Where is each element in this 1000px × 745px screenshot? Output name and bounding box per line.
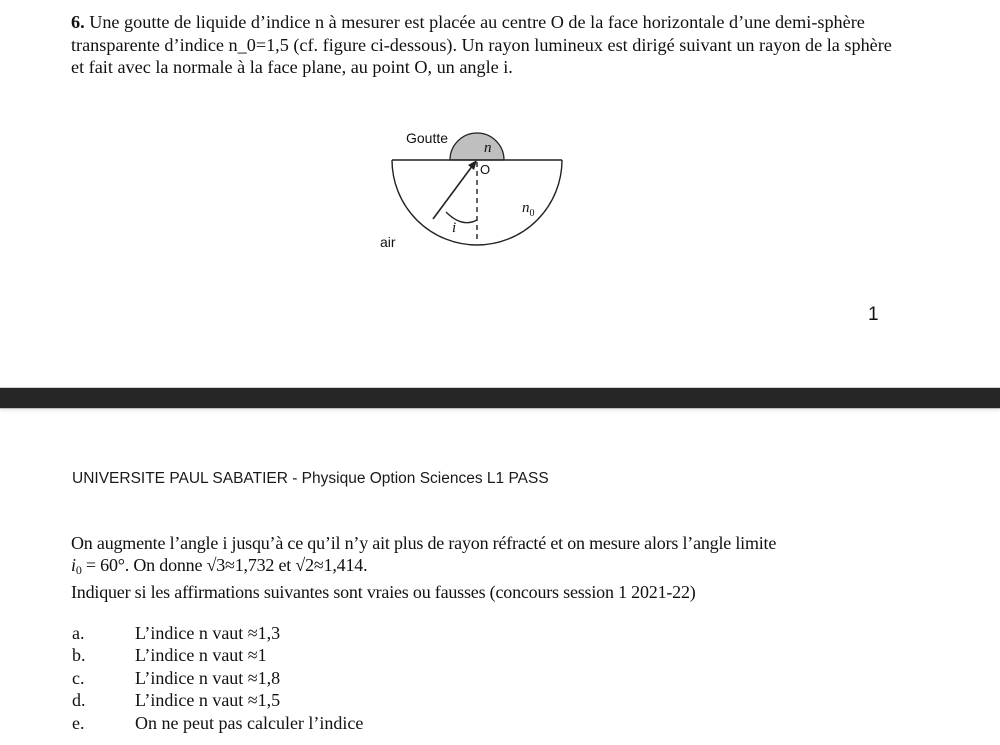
hemisphere-figure <box>370 122 580 262</box>
page-separator <box>0 387 1000 409</box>
label-origin: O <box>480 162 491 177</box>
option-e: e. On ne peut pas calculer l’indice <box>72 712 364 733</box>
option-c: c. L’indice n vaut ≈1,8 <box>72 667 281 688</box>
label-air: air <box>380 234 396 250</box>
label-n0: $n_0$ <box>522 200 535 219</box>
label-angle-i: i <box>452 220 457 236</box>
instruction-line-2: $i_0 = 60^\circ$. On donne √3≈1,732 et √2≈1,414. <box>71 555 368 577</box>
question-paragraph <box>71 11 901 79</box>
label-goutte: Goutte <box>406 130 449 146</box>
answer-options <box>72 622 363 734</box>
option-d: d. L’indice n vaut ≈1,5 <box>72 690 281 711</box>
question-number: 6. <box>71 12 85 32</box>
hemisphere-diagram-icon <box>370 122 580 262</box>
page-number: 1 <box>868 304 879 325</box>
option-a: a. L’indice n vaut ≈1,3 <box>72 623 281 643</box>
question-text: Une goutte de liquide d’indice n à mesurer est placée au centre O de la face horizontale d’une demi-sphère transparente d’indice n_0=1,5 (cf. figure ci-dessous). Un rayon lumineux est dirigé suivant un rayon de la sphère et fait avec la normale à la face plane, au point O, un angle i. <box>71 12 892 77</box>
instruction-line-1: On augmente l’angle i jusqu’à ce qu’il n’y ait plus de rayon réfracté et on mesure alors l’angle limite <box>71 533 777 553</box>
document-header: UNIVERSITE PAUL SABATIER - Physique Option Sciences L1 PASS <box>72 470 549 487</box>
option-b: b. L’indice n vaut ≈1 <box>72 645 267 666</box>
question-continuation <box>71 532 901 603</box>
label-n: n <box>484 140 492 156</box>
instruction-line-3: Indiquer si les affirmations suivantes sont vraies ou fausses (concours session 1 2021-22) <box>71 582 696 602</box>
